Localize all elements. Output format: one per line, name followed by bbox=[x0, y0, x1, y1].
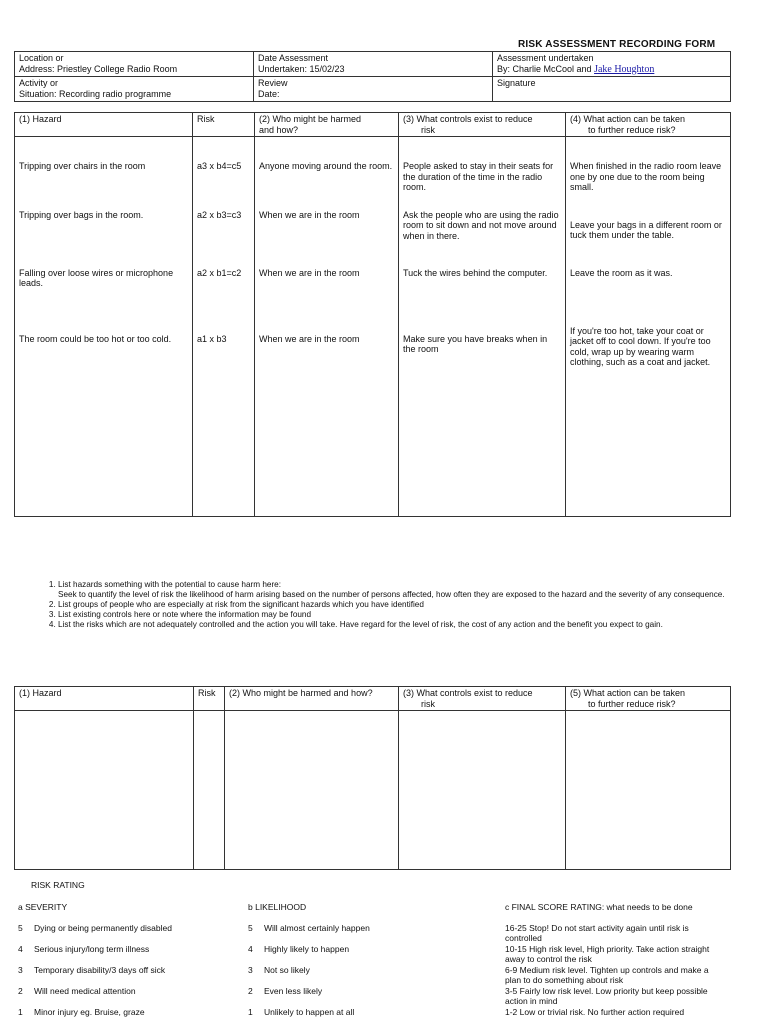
list-item: 3-5 Fairly low risk level. Low priority but keep possible action in mind bbox=[505, 986, 708, 1006]
action-cell[interactable] bbox=[566, 711, 731, 870]
risk-cell: a3 x b4=c5 bbox=[193, 137, 255, 207]
assessors: By: Charlie McCool and bbox=[497, 63, 592, 74]
date-assessment-label: Date Assessment bbox=[258, 53, 329, 63]
risk-cell: a2 x b3=c3 bbox=[193, 207, 255, 265]
controls-cell: People asked to stay in their seats for the duration of the time in the radio room. bbox=[399, 137, 566, 207]
undertaken-value: Undertaken: 15/02/23 bbox=[258, 63, 345, 74]
final-score-title: c FINAL SCORE RATING: what needs to be done bbox=[505, 902, 693, 912]
who-cell: When we are in the room bbox=[255, 323, 399, 517]
list-item: 16-25 Stop! Do not start activity again until risk is controlled bbox=[505, 923, 689, 943]
risk-cell: a2 x b1=c2 bbox=[193, 265, 255, 323]
action-cell: Leave the room as it was. bbox=[566, 265, 731, 323]
hazard-table bbox=[14, 112, 731, 517]
assessor-link[interactable]: Jake Houghton bbox=[594, 63, 655, 75]
hazard-header: (1) Hazard bbox=[15, 113, 193, 137]
assessment-undertaken-label: Assessment undertaken bbox=[497, 53, 594, 63]
action-header: (5) What action can be taken to further reduce risk? bbox=[566, 687, 731, 711]
table-row bbox=[15, 265, 731, 323]
who-cell: When we are in the room bbox=[255, 265, 399, 323]
instructions-list bbox=[40, 580, 740, 630]
table-row bbox=[15, 207, 731, 265]
action-header: (4) What action can be taken to further reduce risk? bbox=[566, 113, 731, 137]
who-header: (2) Who might be harmed and how? bbox=[225, 687, 399, 711]
risk-cell[interactable] bbox=[194, 711, 225, 870]
list-item: 5 Dying or being permanently disabled bbox=[18, 923, 172, 933]
controls-cell: Tuck the wires behind the computer. bbox=[399, 265, 566, 323]
action-cell: When finished in the radio room leave one by one due to the room being small. bbox=[566, 137, 731, 207]
form-title: RISK ASSESSMENT RECORDING FORM bbox=[518, 39, 716, 50]
list-item: 1. List hazards something with the potential to cause harm here: Seek to quantify the level of risk the likelihood of harm arising based on the number of persons affected, how often they are exposed to the hazard and the severity of any consequence. bbox=[58, 580, 740, 600]
controls-cell: Make sure you have breaks when in the room bbox=[399, 323, 566, 517]
activity-label: Activity or bbox=[19, 78, 59, 88]
table-row bbox=[15, 323, 731, 517]
list-item: 4 Highly likely to happen bbox=[248, 944, 350, 954]
date-assessment-cell bbox=[254, 52, 493, 77]
list-item: 1 Unlikely to happen at all bbox=[248, 1007, 355, 1017]
blank-hazard-table bbox=[14, 686, 731, 870]
assessment-info-table bbox=[14, 51, 731, 102]
list-item: 6-9 Medium risk level. Tighten up controls and make a plan to do something about risk bbox=[505, 965, 709, 985]
signature-label: Signature bbox=[497, 78, 536, 88]
table-row bbox=[15, 137, 731, 207]
activity-cell bbox=[15, 77, 254, 102]
list-item: 5 Will almost certainly happen bbox=[248, 923, 370, 933]
severity-title: a SEVERITY bbox=[18, 902, 68, 912]
list-item: 3 Not so likely bbox=[248, 965, 310, 975]
hazard-cell: Tripping over bags in the room. bbox=[15, 207, 193, 265]
signature-cell bbox=[493, 77, 731, 102]
review-label: Review bbox=[258, 78, 288, 88]
risk-rating-title: RISK RATING bbox=[31, 880, 85, 890]
address-value: Address: Priestley College Radio Room bbox=[19, 63, 178, 74]
hazard-cell: The room could be too hot or too cold. bbox=[15, 323, 193, 517]
assessment-undertaken-cell bbox=[493, 52, 731, 77]
list-item: 1-2 Low or trivial risk. No further action required bbox=[505, 1007, 685, 1017]
hazard-cell[interactable] bbox=[15, 711, 194, 870]
who-cell: When we are in the room bbox=[255, 207, 399, 265]
table-row bbox=[15, 711, 731, 870]
likelihood-title: b LIKELIHOOD bbox=[248, 902, 307, 912]
action-cell: Leave your bags in a different room or tuck them under the table. bbox=[566, 207, 731, 265]
location-cell bbox=[15, 52, 254, 77]
who-cell: Anyone moving around the room. bbox=[255, 137, 399, 207]
controls-header: (3) What controls exist to reduce risk bbox=[399, 687, 566, 711]
list-item: 2. List groups of people who are especially at risk from the significant hazards which you have identified bbox=[58, 600, 740, 610]
hazard-cell: Falling over loose wires or microphone leads. bbox=[15, 265, 193, 323]
list-item: 2 Will need medical attention bbox=[18, 986, 136, 996]
situation-value: Situation: Recording radio programme bbox=[19, 88, 172, 99]
location-label: Location or bbox=[19, 53, 64, 63]
list-item: 4. List the risks which are not adequately controlled and the action you will take. Have regard for the level of risk, the cost of any action and the benefit you expect to gain. bbox=[58, 620, 740, 630]
risk-header: Risk bbox=[194, 687, 225, 711]
action-cell: If you're too hot, take your coat or jacket off to cool down. If you're too cold, wrap up by wearing warm clothing, such as a coat and jacket. bbox=[566, 323, 731, 517]
list-item: 1 Minor injury eg. Bruise, graze bbox=[18, 1007, 145, 1017]
controls-cell: Ask the people who are using the radio room to sit down and not move around when in there. bbox=[399, 207, 566, 265]
controls-header: (3) What controls exist to reduce risk bbox=[399, 113, 566, 137]
review-date: Date: bbox=[258, 88, 280, 99]
list-item: 3. List existing controls here or note where the information may be found bbox=[58, 610, 740, 620]
list-item: 2 Even less likely bbox=[248, 986, 323, 996]
who-header: (2) Who might be harmed and how? bbox=[255, 113, 399, 137]
risk-cell: a1 x b3 bbox=[193, 323, 255, 517]
controls-cell[interactable] bbox=[399, 711, 566, 870]
risk-header: Risk bbox=[193, 113, 255, 137]
hazard-cell: Tripping over chairs in the room bbox=[15, 137, 193, 207]
list-item: 4 Serious injury/long term illness bbox=[18, 944, 150, 954]
who-cell[interactable] bbox=[225, 711, 399, 870]
list-item: 10-15 High risk level, High priority. Take action straight away to control the risk bbox=[505, 944, 710, 964]
list-item: 3 Temporary disability/3 days off sick bbox=[18, 965, 166, 975]
review-cell bbox=[254, 77, 493, 102]
hazard-header: (1) Hazard bbox=[15, 687, 194, 711]
